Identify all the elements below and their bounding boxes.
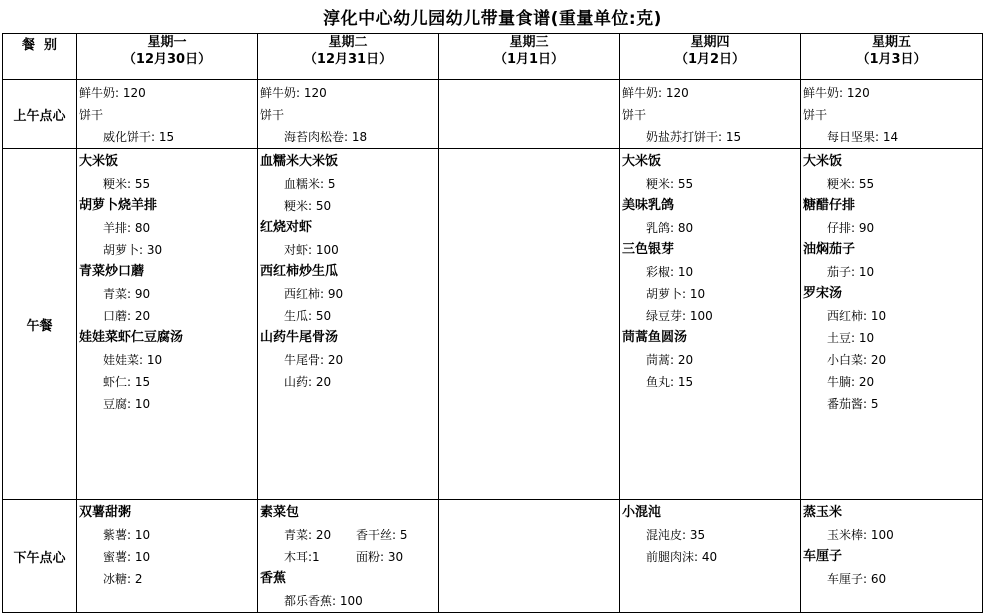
ingredient: 对虾: 100 [284,243,339,257]
day-header-thu [620,34,801,80]
menu-line: 饼干 [622,108,647,122]
day-date: （1月2日） [674,52,746,67]
dish-name: 油焖茄子 [803,242,856,257]
lunch-row [3,149,983,500]
afternoon-cell [258,500,439,613]
dish-name: 大米饭 [79,154,119,169]
dish-name: 山药牛尾骨汤 [260,330,339,345]
ingredient: 西红柿: 10 [827,309,887,323]
ingredient: 蜜薯: 10 [103,550,151,564]
ingredient: 粳米: 55 [827,177,875,191]
ingredient: 生瓜: 50 [284,309,332,323]
menu-line: 鲜牛奶: 120 [79,86,146,100]
ingredient: 牛腩: 20 [827,375,875,389]
ingredient: 彩椒: 10 [646,265,694,279]
afternoon-cell [620,500,801,613]
ingredient: 番茄酱: 5 [827,397,879,411]
dish-name: 车厘子 [803,549,843,564]
meal-label-morning: 上午点心 [3,80,77,149]
day-name: 星期二 [328,35,368,50]
ingredient: 车厘子: 60 [827,572,887,586]
day-name: 星期五 [871,35,911,50]
ingredient: 豆腐: 10 [103,397,151,411]
ingredient: 娃娃菜: 10 [103,353,163,367]
ingredient: 茄子: 10 [827,265,875,279]
dish-name: 茼蒿鱼圆汤 [622,330,688,345]
menu-line: 饼干 [260,108,285,122]
ingredient: 羊排: 80 [103,221,151,235]
afternoon-cell [801,500,983,613]
menu-line: 海苔肉松卷: 18 [284,130,368,144]
dish-name: 大米饭 [622,154,662,169]
ingredient: 茼蒿: 20 [646,353,694,367]
meal-label-lunch: 午餐 [3,149,77,500]
dish-name: 青菜炒口蘑 [79,264,145,279]
menu-line: 每日坚果: 14 [827,130,899,144]
dish-name: 罗宋汤 [803,286,843,301]
ingredient: 西红柿: 90 [284,287,344,301]
ingredient: 血糯米: 5 [284,177,336,191]
lunch-cell [620,149,801,500]
ingredient: 香干丝: 5 [356,528,408,542]
day-header-tue [258,34,439,80]
lunch-cell [801,149,983,500]
ingredient: 乳鸽: 80 [646,221,694,235]
dish-name: 血糯米大米饭 [260,154,339,169]
menu-line: 奶盐苏打饼干: 15 [646,130,742,144]
ingredient: 粳米: 50 [284,199,332,213]
dish-name: 香蕉 [260,571,287,586]
ingredient: 鱼丸: 15 [646,375,694,389]
ingredient-pair [260,524,438,546]
ingredient: 玉米棒: 100 [827,528,894,542]
day-date: （1月1日） [493,52,565,67]
morning-cell [620,80,801,149]
ingredient: 紫薯: 10 [103,528,151,542]
menu-line: 饼干 [803,108,828,122]
ingredient: 青菜: 20 [284,528,332,542]
ingredient: 小白菜: 20 [827,353,887,367]
ingredient: 牛尾骨: 20 [284,353,344,367]
ingredient: 冰糖: 2 [103,572,143,586]
ingredient: 青菜: 90 [103,287,151,301]
ingredient: 胡萝卜: 30 [103,243,163,257]
ingredient: 仔排: 90 [827,221,875,235]
day-header-wed [439,34,620,80]
morning-row [3,80,983,149]
ingredient: 绿豆芽: 100 [646,309,713,323]
menu-line: 饼干 [79,108,104,122]
dish-name: 美味乳鸽 [622,198,675,213]
morning-cell [258,80,439,149]
ingredient: 木耳:1 [284,550,320,564]
ingredient: 都乐香蕉: 100 [284,594,363,608]
menu-line: 鲜牛奶: 120 [260,86,327,100]
dish-name: 西红柿炒生瓜 [260,264,339,279]
header-row [3,34,983,80]
day-header-fri [801,34,983,80]
ingredient: 粳米: 55 [103,177,151,191]
ingredient: 混沌皮: 35 [646,528,706,542]
lunch-cell [258,149,439,500]
ingredient: 口蘑: 20 [103,309,151,323]
dish-name: 娃娃菜虾仁豆腐汤 [79,330,184,345]
dish-name: 素菜包 [260,505,300,520]
dish-name: 小混沌 [622,505,662,520]
menu-table [2,33,983,613]
ingredient: 胡萝卜: 10 [646,287,706,301]
day-name: 星期三 [509,35,549,50]
day-date: （12月30日） [122,52,212,67]
dish-name: 三色银芽 [622,242,675,257]
day-date: （12月31日） [303,52,393,67]
day-name: 星期一 [147,35,187,50]
morning-cell-empty [439,80,620,149]
lunch-cell [77,149,258,500]
ingredient: 土豆: 10 [827,331,875,345]
corner-header: 餐 别 [3,34,77,80]
menu-line: 鲜牛奶: 120 [622,86,689,100]
dish-name: 双薯甜粥 [79,505,132,520]
day-date: （1月3日） [856,52,927,67]
dish-name: 蒸玉米 [803,505,843,520]
page-title: 淳化中心幼儿园幼儿带量食谱(重量单位:克) [323,9,662,29]
dish-name: 红烧对虾 [260,220,313,235]
morning-cell [801,80,983,149]
afternoon-cell-empty [439,500,620,613]
menu-line: 威化饼干: 15 [103,130,175,144]
morning-cell [77,80,258,149]
day-header-mon [77,34,258,80]
dish-name: 大米饭 [803,154,843,169]
ingredient: 面粉: 30 [356,550,404,564]
ingredient: 虾仁: 15 [103,375,151,389]
ingredient: 粳米: 55 [646,177,694,191]
lunch-cell-empty [439,149,620,500]
menu-line: 鲜牛奶: 120 [803,86,870,100]
ingredient: 前腿肉沫: 40 [646,550,718,564]
afternoon-row [3,500,983,613]
dish-name: 胡萝卜烧羊排 [79,198,158,213]
afternoon-cell [77,500,258,613]
ingredient-pair [260,546,438,568]
meal-label-afternoon: 下午点心 [3,500,77,613]
day-name: 星期四 [690,35,730,50]
ingredient: 山药: 20 [284,375,332,389]
dish-name: 糖醋仔排 [803,198,856,213]
